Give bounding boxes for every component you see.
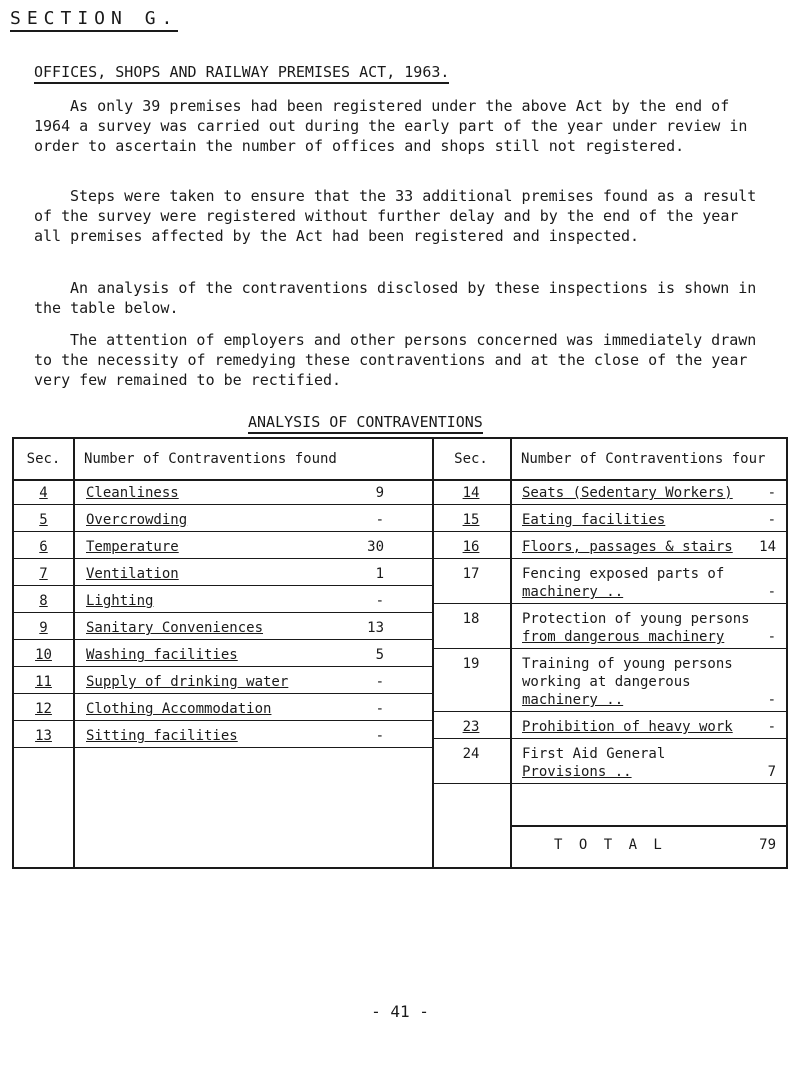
row-divider [14,558,432,559]
table-row-description: machinery .. [522,584,624,600]
table-row-count: - [375,593,384,609]
table-row-description: Eating facilities [522,512,666,528]
row-divider [14,720,432,721]
table-row-count: 30 [367,539,384,555]
table-row-description: First Aid General [522,746,666,762]
table-row-count: - [375,728,384,744]
table-row-description: Fencing exposed parts of [522,566,725,582]
table-row-count: - [767,692,776,708]
table-row-sec: 14 [462,485,480,501]
paragraph-survey: As only 39 premises had been registered under the above Act by the end of 1964 a survey was carried out during the early part of the year under review in order to ascertain the number of offices and shops still not registered. [34,97,748,155]
table-row-count: - [375,674,384,690]
row-divider [14,504,432,505]
page-number: - 41 - [371,1002,429,1021]
table-row-sec: 23 [462,719,480,735]
paragraph-registration: Steps were taken to ensure that the 33 additional premises found as a result of the survey were registered without further delay and by the end of the year all premises affected by the Act had been registered and inspected. [34,187,757,245]
table-row-description: Clothing Accommodation [86,701,272,717]
table-row-count: 5 [375,647,384,663]
table-row-sec: 7 [39,566,48,582]
table-row-sec: 12 [35,701,52,717]
row-divider [432,738,786,739]
table-row-description: Floors, passages & stairs [522,539,733,555]
table-row-count: 1 [375,566,384,582]
table-row-description: Temperature [86,539,179,555]
table-row-sec: 18 [462,611,480,627]
table-row-sec: 24 [462,746,480,762]
table-row-count: - [767,485,776,501]
header-number-right: Number of Contraventions four [521,451,766,467]
table-row-sec: 10 [35,647,52,663]
section-heading: SECTION G. [10,8,178,32]
table-row-count: - [767,512,776,528]
table-row-sec: 6 [39,539,48,555]
table-row-sec: 8 [39,593,48,609]
table-row-count: 13 [367,620,384,636]
paragraph-analysis-intro: An analysis of the contraventions disclosed by these inspections is shown in the table below. [34,279,757,317]
row-divider [14,639,432,640]
table-row-description: Cleanliness [86,485,179,501]
table-row-sec: 4 [39,485,48,501]
contraventions-table [12,437,788,869]
row-divider [432,504,786,505]
table-row-sec: 19 [462,656,480,672]
total-divider [510,825,786,827]
table-row-description: working at dangerous [522,674,691,690]
total-value: 79 [759,837,776,853]
row-divider [432,558,786,559]
paragraph-employers-attention: The attention of employers and other persons concerned was immediately drawn to the necessity of remedying these contraventions and at the close of the year very few remained to be rectified. [34,331,757,389]
table-row-description: Provisions .. [522,764,632,780]
table-row-count: - [375,701,384,717]
table-row-description: Lighting [86,593,154,609]
header-divider [14,479,786,481]
table-row-sec: 9 [39,620,48,636]
table-row-count: - [767,719,776,735]
table-row-count: - [767,629,776,645]
row-divider [14,693,432,694]
table-row-sec: 11 [35,674,52,690]
row-divider [432,648,786,649]
table-row-count: - [375,512,384,528]
table-row-description: Sanitary Conveniences [86,620,264,636]
table-row-sec: 13 [35,728,52,744]
act-title: OFFICES, SHOPS AND RAILWAY PREMISES ACT, 1963. [34,63,449,84]
table-row-description: Prohibition of heavy work [522,719,733,735]
row-divider [14,585,432,586]
row-divider [432,531,786,532]
row-divider [14,531,432,532]
row-divider [14,612,432,613]
row-divider [432,603,786,604]
table-row-description: from dangerous machinery [522,629,725,645]
total-label: T O T A L [554,837,666,853]
table-row-description: Overcrowding [86,512,188,528]
row-divider [14,666,432,667]
table-row-sec: 5 [39,512,48,528]
table-row-description: machinery .. [522,692,624,708]
table-row-description: Protection of young persons [522,611,750,627]
table-row-description: Sitting facilities [86,728,238,744]
header-number-left: Number of Contraventions found [84,451,337,467]
table-row-count: 9 [375,485,384,501]
table-row-description: Training of young persons [522,656,733,672]
header-sec-right: Sec. [454,451,488,467]
header-sec-left: Sec. [26,451,61,467]
table-row-description: Ventilation [86,566,179,582]
table-row-description: Supply of drinking water [86,674,289,690]
table-row-sec: 15 [462,512,480,528]
table-row-description: Washing facilities [86,647,238,663]
row-divider [432,783,786,784]
table-row-count: - [767,584,776,600]
row-divider [14,747,432,748]
table-row-count: 14 [759,539,776,555]
analysis-title: ANALYSIS OF CONTRAVENTIONS [248,413,483,434]
table-row-count: 7 [767,764,776,780]
table-row-description: Seats (Sedentary Workers) [522,485,733,501]
row-divider [432,711,786,712]
table-row-sec: 16 [462,539,480,555]
table-row-sec: 17 [462,566,480,582]
